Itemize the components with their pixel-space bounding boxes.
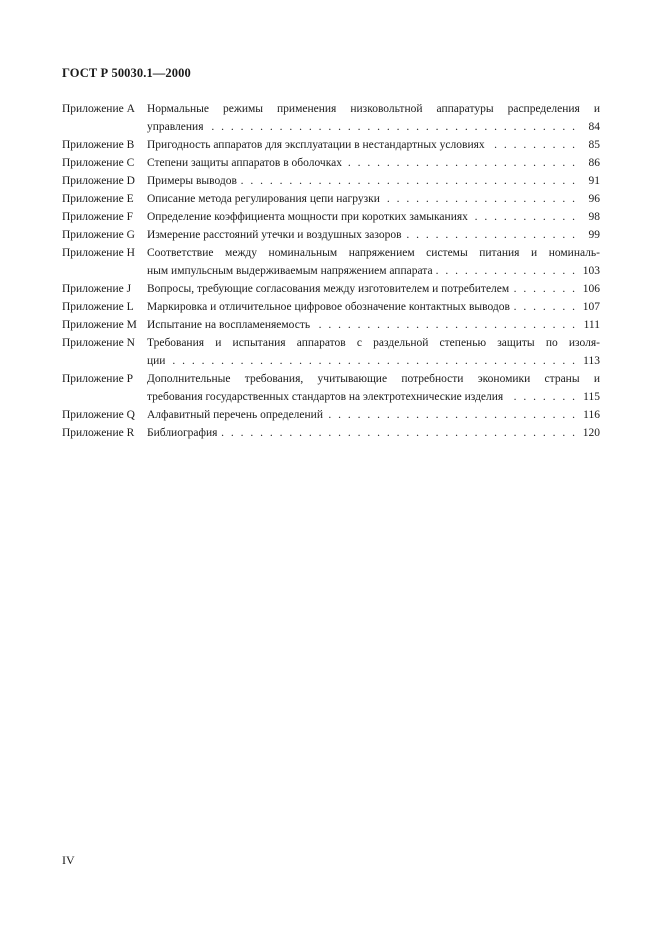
toc-entry	[62, 280, 600, 298]
toc-entry	[62, 208, 600, 226]
dot-leader	[313, 316, 575, 334]
entry-title-line: Испытание на воспламеняемость	[147, 319, 311, 331]
toc-entry	[62, 298, 600, 316]
entry-title-line: Алфавитный перечень определений	[147, 409, 323, 421]
appendix-label: Приложение Q	[62, 409, 135, 421]
page-number: 103	[582, 265, 600, 277]
entry-title-line: ным импульсным выдерживаемым напряжением аппарата	[147, 265, 433, 277]
dot-leader	[168, 352, 575, 370]
entry-title-line: Дополнительные требования, учитывающие потребности экономики страны и	[147, 373, 600, 385]
dot-leader	[506, 388, 575, 406]
dot-leader	[436, 262, 575, 280]
page-number: 113	[583, 355, 600, 367]
toc-entry	[62, 406, 600, 424]
dot-leader	[383, 190, 575, 208]
page-number: 91	[588, 175, 600, 187]
dot-leader	[240, 172, 575, 190]
page-number: 86	[588, 157, 600, 169]
page-number: 107	[582, 301, 600, 313]
page-number: 85	[588, 139, 600, 151]
page-number: 99	[588, 229, 600, 241]
entry-title-line: Вопросы, требующие согласования между изготовителем и потребителем	[147, 283, 510, 295]
appendix-label: Приложение G	[62, 229, 135, 241]
dot-leader	[220, 424, 575, 442]
appendix-label: Приложение M	[62, 319, 137, 331]
page-number: 116	[583, 409, 600, 421]
appendix-label: Приложение R	[62, 427, 135, 439]
appendix-label: Приложение N	[62, 337, 135, 349]
entry-title-line: Определение коэффициента мощности при коротких замыканиях	[147, 211, 468, 223]
appendix-label: Приложение L	[62, 301, 134, 313]
entry-title-line: ции	[147, 355, 166, 367]
appendix-label: Приложение F	[62, 211, 133, 223]
appendix-label: Приложение D	[62, 175, 135, 187]
page-number: 98	[588, 211, 600, 223]
dot-leader	[512, 280, 575, 298]
appendix-label: Приложение C	[62, 157, 135, 169]
dot-leader	[488, 136, 575, 154]
entry-title-line: Соответствие между номинальным напряжением системы питания и номиналь-	[147, 247, 600, 259]
dot-leader	[513, 298, 575, 316]
page-number: 84	[588, 121, 600, 133]
toc-entry	[62, 316, 600, 334]
toc-entry	[62, 424, 600, 442]
entry-title-line: Описание метода регулирования цепи нагрузки	[147, 193, 380, 205]
page-number-footer: IV	[62, 853, 75, 867]
page-number: 120	[582, 427, 600, 439]
entry-title-line: требования государственных стандартов на электротехнические изделия	[147, 391, 504, 403]
toc-entry	[62, 136, 600, 154]
dot-leader	[326, 406, 575, 424]
entry-title-line: Требования и испытания аппаратов с раздельной степенью защиты по изоля-	[147, 337, 600, 349]
appendix-label: Приложение H	[62, 247, 135, 259]
toc-entry	[62, 370, 600, 406]
dot-leader	[345, 154, 575, 172]
page-number: 111	[583, 319, 600, 331]
entry-title-line: Измерение расстояний утечки и воздушных зазоров	[147, 229, 402, 241]
entry-title-line: Маркировка и отличительное цифровое обозначение контактных выводов	[147, 301, 510, 313]
entry-title-line: управления	[147, 121, 204, 133]
dot-leader	[471, 208, 575, 226]
toc-entry	[62, 172, 600, 190]
document-header: ГОСТ Р 50030.1—2000	[62, 66, 191, 80]
page-number: 115	[583, 391, 600, 403]
toc-entry	[62, 226, 600, 244]
appendix-label: Приложение A	[62, 103, 135, 115]
table-of-contents	[62, 100, 600, 442]
page-number: 96	[588, 193, 600, 205]
entry-title-line: Пригодность аппаратов для эксплуатации в нестандартных условиях	[147, 139, 485, 151]
dot-leader	[405, 226, 575, 244]
appendix-label: Приложение P	[62, 373, 133, 385]
appendix-label: Приложение B	[62, 139, 135, 151]
entry-title-line: Нормальные режимы применения низковольтной аппаратуры распределения и	[147, 103, 600, 115]
toc-entry	[62, 190, 600, 208]
toc-entry	[62, 100, 600, 136]
entry-title-line: Библиография	[147, 427, 218, 439]
toc-entry	[62, 334, 600, 370]
toc-entry	[62, 154, 600, 172]
page-number: 106	[582, 283, 600, 295]
entry-title-line: Примеры выводов	[147, 175, 237, 187]
entry-title-line: Степени защиты аппаратов в оболочках	[147, 157, 342, 169]
appendix-label: Приложение J	[62, 283, 132, 295]
dot-leader	[206, 118, 575, 136]
appendix-label: Приложение E	[62, 193, 134, 205]
toc-entry	[62, 244, 600, 280]
